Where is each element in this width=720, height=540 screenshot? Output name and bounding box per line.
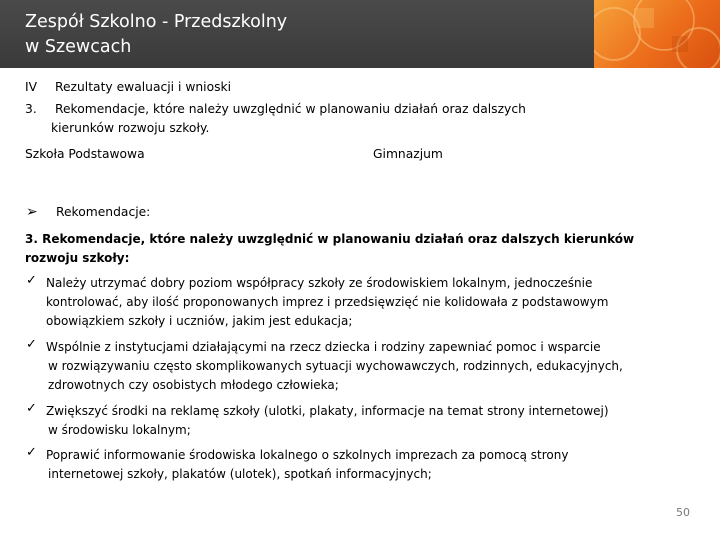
check-icon: ✓ — [26, 273, 37, 288]
check-icon: ✓ — [26, 337, 37, 352]
recommendations-subheading-line2: rozwoju szkoły: — [25, 251, 130, 265]
list-item: Zwiększyć środki na reklamę szkoły (ulotki, plakaty, informacje na temat strony internetowej) — [46, 404, 609, 418]
check-icon: ✓ — [26, 401, 37, 416]
recommendations-heading: Rekomendacje: — [56, 205, 151, 219]
section-title: Rezultaty ewaluacji i wnioski — [55, 80, 232, 94]
list-item: internetowej szkoły, plakatów (ulotek), spotkań informacyjnych; — [48, 467, 432, 481]
page-number: 50 — [676, 506, 690, 519]
column-right-label: Gimnazjum — [373, 147, 443, 161]
item-text-line1: Rekomendacje, które należy uwzględnić w planowaniu działań oraz dalszych — [55, 102, 526, 116]
item-text-line2: kierunków rozwoju szkoły. — [51, 121, 210, 135]
slide-title — [25, 10, 585, 60]
logo-graphic — [594, 0, 720, 68]
list-item: w środowisku lokalnym; — [48, 423, 191, 437]
section-number: IV — [25, 80, 38, 94]
recommendations-subheading-line1: 3. Rekomendacje, które należy uwzględnić w planowaniu działań oraz dalszych kierunków — [25, 232, 635, 246]
list-item: obowiązkiem szkoły i uczniów, jakim jest edukacja; — [46, 314, 353, 328]
column-left-label: Szkoła Podstawowa — [25, 147, 145, 161]
list-item: w rozwiązywaniu często skomplikowanych sytuacji wychowawczych, rodzinnych, edukacyjnych, — [48, 359, 623, 373]
list-item: kontrolować, aby ilość proponowanych imprez i przedsięwzięć nie kolidowała z podstawowym — [46, 295, 609, 309]
slide-title-line1: Zespół Szkolno - Przedszkolny — [25, 12, 288, 32]
list-item: Wspólnie z instytucjami działającymi na rzecz dziecka i rodziny zapewniać pomoc i wsparcie — [46, 340, 601, 354]
slide-header — [0, 0, 720, 68]
arrow-icon: ➢ — [26, 204, 38, 220]
check-icon: ✓ — [26, 445, 37, 460]
item-number: 3. — [25, 102, 37, 116]
list-item: Poprawić informowanie środowiska lokalnego o szkolnych imprezach za pomocą strony — [46, 448, 569, 462]
list-item: zdrowotnych czy osobistych młodego człowieka; — [48, 378, 339, 392]
list-item: Należy utrzymać dobry poziom współpracy szkoły ze środowiskiem lokalnym, jednocześnie — [46, 276, 593, 290]
slide-title-line2: w Szewcach — [25, 37, 132, 57]
logo-shapes-icon — [594, 0, 720, 68]
